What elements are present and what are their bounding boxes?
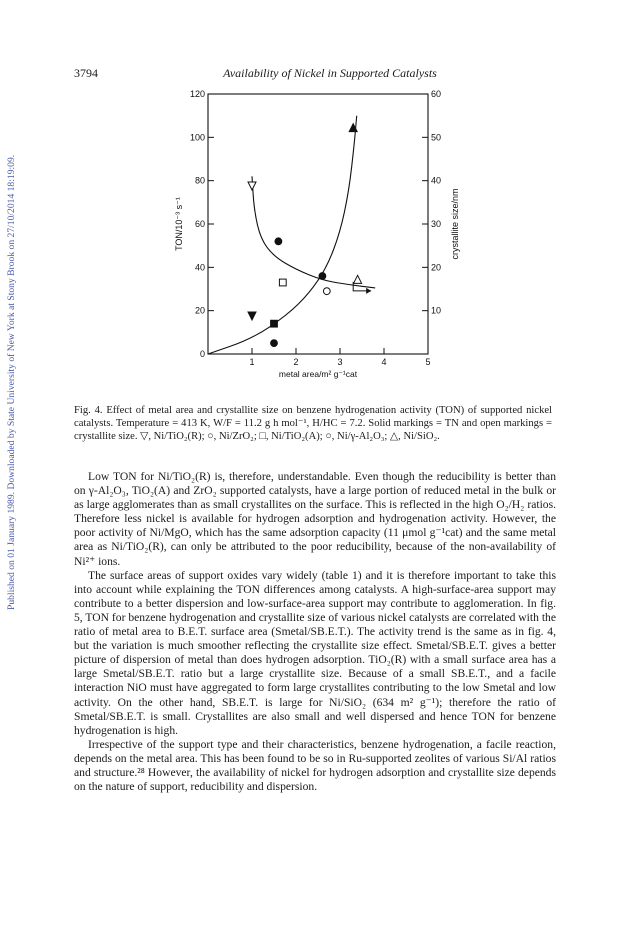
y-right-tick-label: 30 [431, 219, 442, 229]
x-tick-label: 2 [293, 357, 299, 367]
y-left-tick-label: 120 [189, 89, 205, 99]
x-axis-label: metal area/m² g⁻¹cat [278, 369, 358, 379]
chart-labels [174, 89, 460, 379]
y-left-tick-label: 100 [189, 132, 205, 143]
filled-square-marker [271, 320, 278, 327]
open-circle-marker [323, 288, 330, 295]
trend-curve [252, 176, 375, 288]
y-left-tick-label: 60 [194, 219, 205, 229]
y-right-tick-label: 10 [431, 305, 442, 316]
y-left-tick-label: 0 [199, 349, 205, 359]
curve-bracket-arrowhead [366, 288, 371, 294]
filled-circle-marker [275, 238, 282, 245]
y-left-tick-label: 80 [194, 175, 205, 186]
y-right-tick-label: 40 [431, 175, 442, 186]
paragraph: Irrespective of the support type and their characteristics, benzene hydrogenation, a facile reaction, depends on the metal area. This has been found to be so in Ru-supported zeolites of various Si/Al ratios and structure.²⁸ However, the availability of nickel for hydrogen adsorption and crystallite size depends on the nature of support, reducibility and dispersion. [74, 737, 556, 794]
y-right-tick-label: 50 [431, 132, 442, 143]
body-text [74, 470, 556, 794]
figure-caption [74, 404, 552, 443]
filled-triangle-down-marker [248, 312, 256, 320]
y-left-tick-label: 20 [194, 305, 205, 316]
x-tick-label: 1 [249, 357, 255, 367]
x-tick-label: 4 [381, 357, 387, 367]
download-watermark-text: Published on 01 January 1989. Downloaded by State University of New York at Stony Brook on 27/10/2014 18:19:09. [6, 154, 17, 610]
running-head: Availability of Nickel in Supported Catalysts [223, 66, 437, 80]
chart-axes [208, 94, 428, 354]
figure-4-chart [0, 0, 624, 400]
chart-marks [248, 124, 362, 347]
filled-circle-marker [271, 340, 278, 347]
figure-caption-text: Effect of metal area and crystallite size on benzene hydrogenation activity (TON) of supported nickel catalysts. Temperature = 413 K, W/F = 11.2 g h mol⁻¹, H/HC = 7.2. Solid markings = TN and open markings = crystallite size. ▽, Ni/TiO₂(R); ○, Ni/ZrO₂; □, Ni/TiO₂(A); ○, Ni/γ-Al₂O₃; △, Ni/SiO₂. [74, 405, 553, 442]
x-tick-label: 5 [425, 357, 431, 367]
y-right-axis-label: crystallite size/nm [450, 188, 460, 260]
y-right-tick-label: 20 [431, 262, 442, 273]
x-tick-label: 3 [337, 357, 343, 367]
y-right-tick-label: 60 [431, 89, 442, 99]
page-number: 3794 [74, 66, 98, 80]
open-square-marker [279, 279, 286, 286]
chart-curves [208, 116, 375, 354]
filled-circle-marker [319, 273, 326, 280]
open-triangle-down-marker [248, 182, 256, 190]
paragraph: Low TON for Ni/TiO₂(R) is, therefore, understandable. Even though the reducibility is better than on γ-Al₂O₃, TiO₂(A) and ZrO₂ supported catalysts, have a large portion of reduced metal in the bulk or as large agglomerates than as small crystallites on the surface. This is reflected in the high O₂/H₂ ratios. Therefore less nickel is available for hydrogen adsorption and hydrogenation activity. However, the poor activity of Ni/MgO, which has the same adsorption capacity (11 μmol g⁻¹cat) and the same metal area as Ni/TiO₂(R), can only be attributed to the poor reducibility, because of the non-availability of Ni²⁺ ions. [74, 470, 556, 568]
figure-caption-label: Fig. 4. [74, 405, 103, 416]
trend-curve [208, 116, 357, 354]
y-left-axis-label: TON/10⁻³ s⁻¹ [174, 197, 184, 251]
y-left-tick-label: 40 [194, 262, 205, 273]
open-triangle-up-marker [354, 275, 362, 283]
plot-frame [208, 94, 428, 354]
paragraph: The surface areas of support oxides vary widely (table 1) and it is therefore important to take this into account while explaining the TON differences among catalysts. A high-surface-area support may contribute to a better dispersion and low-surface-area support may contribute to agglomeration. In fig. 5, TON for benzene hydrogenation and crystallite size of various nickel catalysts are correlated with the ratio of metal area to B.E.T. surface area (Smetal/SB.E.T.). The activity trend is the same as in fig. 4, but the variation is much smoother reflecting the crystallite size effect. Smetal/SB.E.T. gives a better picture of dispersion of metal than does hydrogen adsorption. TiO₂(R) with a small surface area has a large Smetal/SB.E.T. ratio but a large crystallite size. Because of a small SB.E.T., and a facile interaction NiO must have aggregated to form large crystallites contributing to the low Smetal and low activity. On the other hand, SB.E.T. is large for Ni/SiO₂ (634 m² g⁻¹); therefore the ratio of Smetal/SB.E.T. is small. Crystallites are also small and well dispersed and hence TON for benzene hydrogenation is high. [74, 568, 556, 737]
